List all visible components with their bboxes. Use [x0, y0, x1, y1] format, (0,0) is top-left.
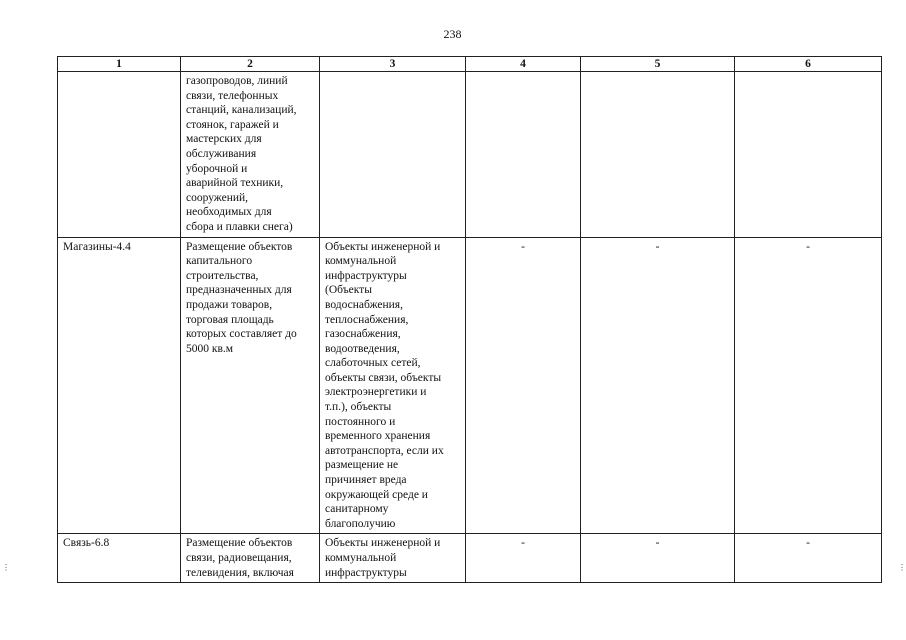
use-type-cell: [58, 72, 181, 238]
table-row: [58, 534, 882, 583]
page-number: 238: [443, 27, 462, 41]
column-header-3: 3: [320, 57, 466, 72]
table-header-row: [58, 57, 882, 72]
column-4-cell: -: [466, 534, 581, 583]
column-6-cell: -: [735, 534, 882, 583]
scan-edge-mark-left: ⋮: [2, 563, 10, 572]
column-header-5: 5: [581, 57, 735, 72]
use-type-cell: Магазины-4.4: [58, 237, 181, 534]
permitted-use-table: [57, 56, 882, 583]
use-description-cell: Размещение объектов капитального строительства, предназначенных для продажи товаров, торговая площадь которых составляет до 5000 кв.м: [181, 237, 320, 534]
column-5-cell: -: [581, 534, 735, 583]
table-row: [58, 72, 882, 238]
table-row: [58, 237, 882, 534]
use-type-cell: Связь-6.8: [58, 534, 181, 583]
column-5-cell: [581, 72, 735, 238]
auxiliary-use-cell: Объекты инженерной и коммунальной инфраструктуры (Объекты водоснабжения, теплоснабжения, газоснабжения, водоотведения, слаботочных сетей, объекты связи, объекты электроэнергетики и т.п.), объекты постоянного и временного хранения автотранспорта, если их размещение не причиняет вреда окружающей среде и санитарному благополучию: [320, 237, 466, 534]
column-6-cell: [735, 72, 882, 238]
column-6-cell: -: [735, 237, 882, 534]
column-header-1: 1: [58, 57, 181, 72]
column-4-cell: [466, 72, 581, 238]
use-description-cell: Размещение объектов связи, радиовещания, телевидения, включая: [181, 534, 320, 583]
auxiliary-use-cell: Объекты инженерной и коммунальной инфраструктуры: [320, 534, 466, 583]
column-header-4: 4: [466, 57, 581, 72]
scan-edge-mark-right: ⋮: [898, 563, 906, 572]
column-header-2: 2: [181, 57, 320, 72]
column-header-6: 6: [735, 57, 882, 72]
use-description-cell: газопроводов, линий связи, телефонных станций, канализаций, стоянок, гаражей и мастерских для обслуживания уборочной и аварийной техники, сооружений, необходимых для сбора и плавки снега): [181, 72, 320, 238]
column-4-cell: -: [466, 237, 581, 534]
auxiliary-use-cell: [320, 72, 466, 238]
column-5-cell: -: [581, 237, 735, 534]
